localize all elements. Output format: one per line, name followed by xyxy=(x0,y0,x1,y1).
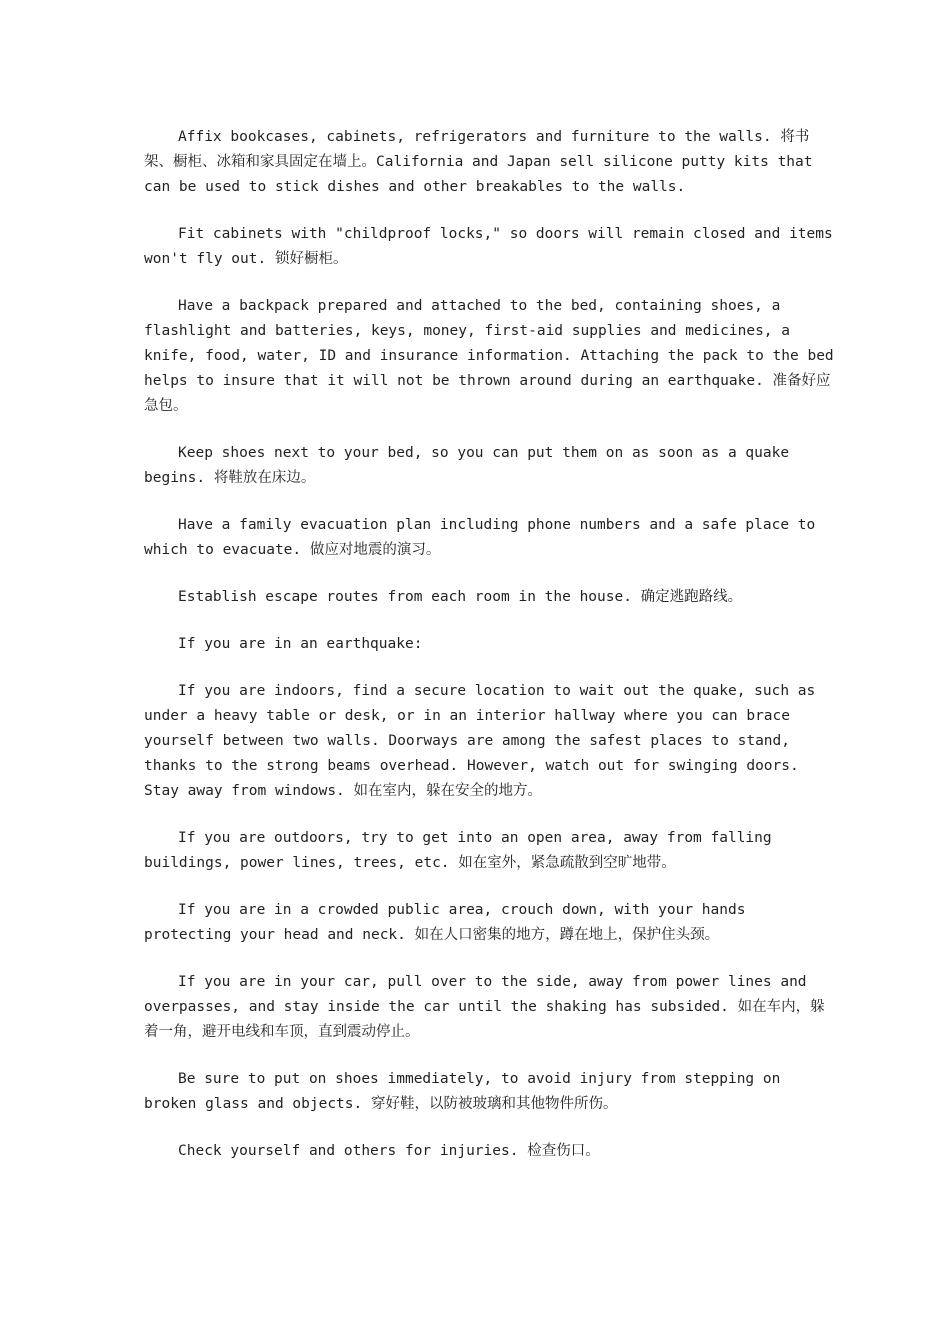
paragraph-indoors: If you are indoors, find a secure location to wait out the quake, such as under a heavy table or desk, or in an interior hallway where you can brace yourself between two walls. Doorways are among the safest places to stand, thanks to the strong beams overhead. However, watch out for swinging doors. Stay away from windows. 如在室内，躲在安全的地方。 xyxy=(144,683,816,799)
paragraph-in-car: If you are in your car, pull over to the side, away from power lines and overpasses, and stay inside the car until the shaking has subsided. 如在车内，躲着一角，避开电线和车顶，直到震动停止。 xyxy=(144,974,825,1040)
paragraph-put-on-shoes: Be sure to put on shoes immediately, to avoid injury from stepping on broken glass and objects. 穿好鞋，以防被玻璃和其他物件所伤。 xyxy=(144,1071,781,1112)
paragraph-affix-furniture: Affix bookcases, cabinets, refrigerators and furniture to the walls. 将书架、橱柜、冰箱和家具固定在墙上。California and Japan sell silicone putty kits that can be used to stick dishes and other breakables to the walls. xyxy=(144,129,813,195)
paragraph-shoes-by-bed: Keep shoes next to your bed, so you can put them on as soon as a quake begins. 将鞋放在床边。 xyxy=(144,445,790,486)
paragraph-crowded-area: If you are in a crowded public area, crouch down, with your hands protecting your head and neck. 如在人口密集的地方，蹲在地上，保护住头颈。 xyxy=(144,902,746,943)
paragraph-check-injuries: Check yourself and others for injuries. 检查伤口。 xyxy=(178,1143,600,1159)
paragraph-evacuation-plan: Have a family evacuation plan including phone numbers and a safe place to which to evacuate. 做应对地震的演习。 xyxy=(144,517,816,558)
paragraph-outdoors: If you are outdoors, try to get into an open area, away from falling buildings, power lines, trees, etc. 如在室外，紧急疏散到空旷地带。 xyxy=(144,830,772,871)
document-body xyxy=(144,125,834,1186)
paragraph-in-earthquake-heading: If you are in an earthquake: xyxy=(178,636,423,652)
paragraph-childproof-locks: Fit cabinets with "childproof locks," so doors will remain closed and items won't fly out. 锁好橱柜。 xyxy=(144,226,833,267)
paragraph-backpack: Have a backpack prepared and attached to the bed, containing shoes, a flashlight and batteries, keys, money, first-aid supplies and medicines, a knife, food, water, ID and insurance information. Attaching the pack to the bed helps to insure that it will not be thrown around during an earthquake. 准备好应急包。 xyxy=(144,298,834,414)
paragraph-escape-routes: Establish escape routes from each room in the house. 确定逃跑路线。 xyxy=(178,589,743,605)
